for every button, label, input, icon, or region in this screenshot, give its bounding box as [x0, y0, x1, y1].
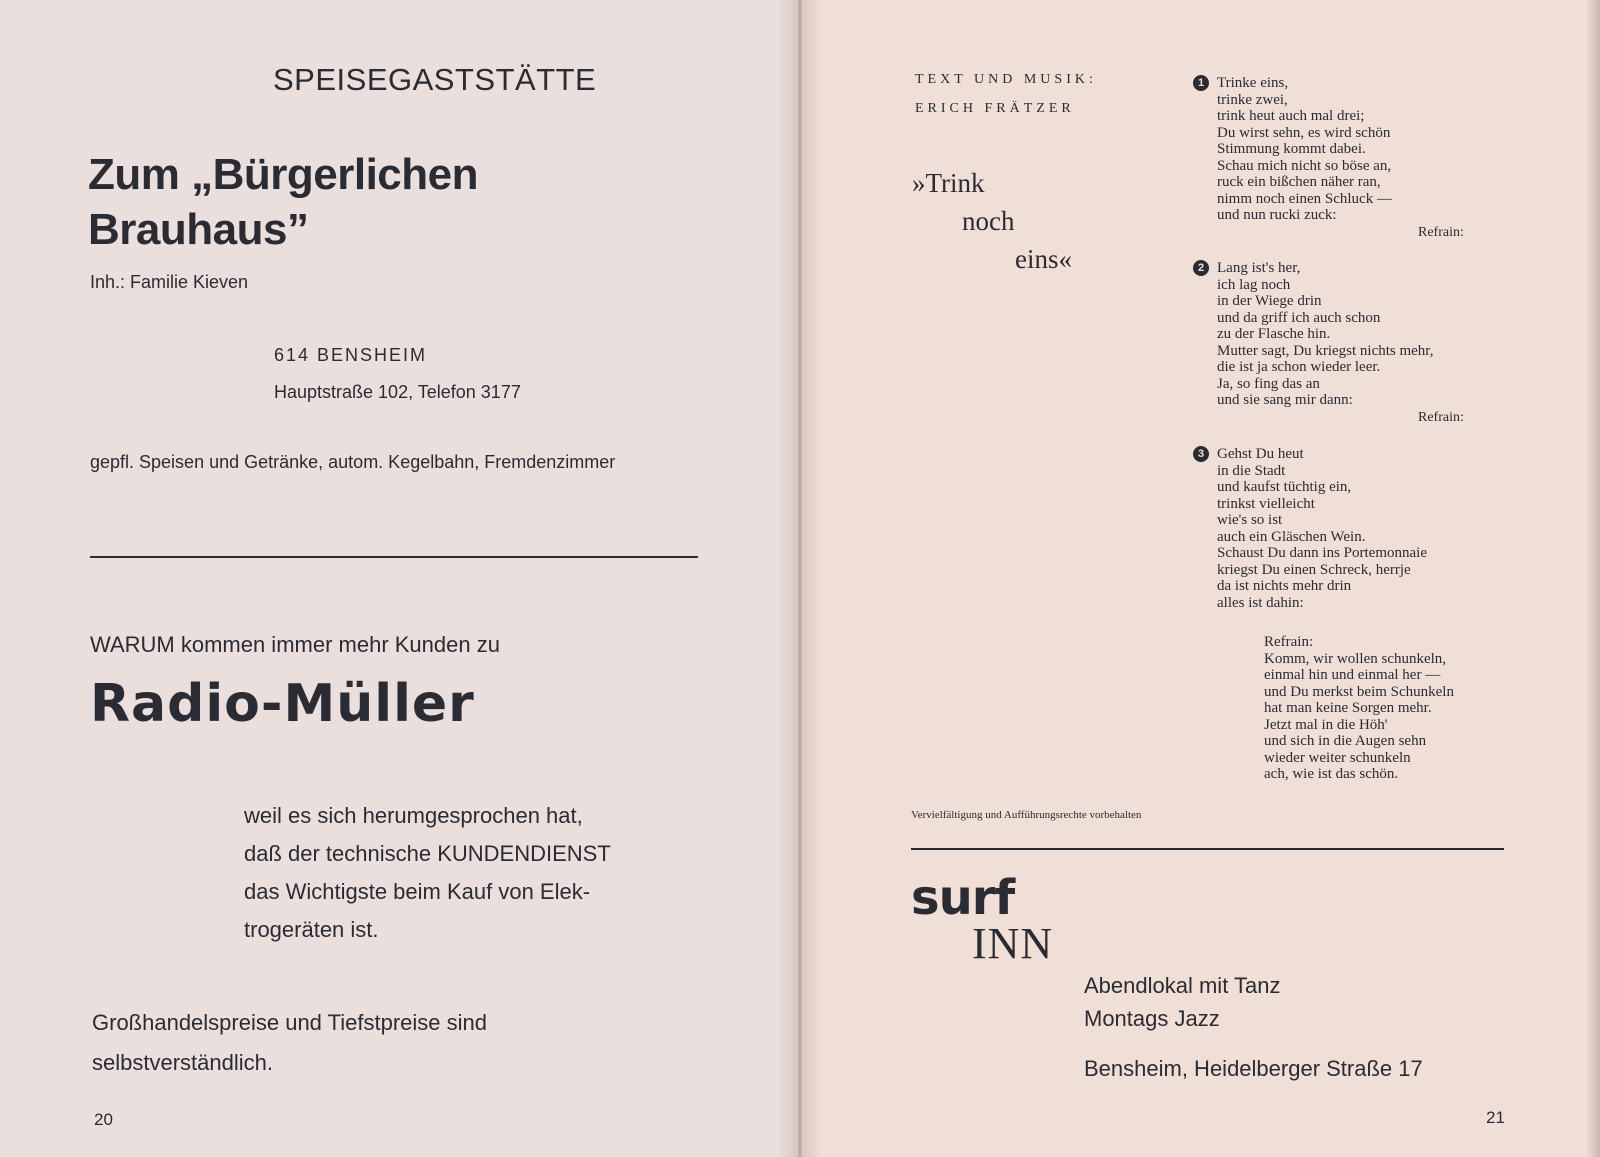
lyric-line: Gehst Du heut — [1217, 446, 1304, 462]
lyric-line: und nun rucki zuck: — [1217, 207, 1337, 223]
lyric-line: in die Stadt — [1217, 462, 1286, 479]
body-line: das Wichtigste beim Kauf von Elek- — [244, 879, 591, 904]
verse-number-badge: 2 — [1193, 260, 1209, 276]
restaurant-owner: Inh.: Familie Kieven — [90, 272, 249, 292]
surf-inn-logo-bottom: INN — [972, 919, 1054, 968]
lyric-line: Stimmung kommt dabei. — [1217, 141, 1366, 157]
surf-inn-logo-top: surf — [911, 870, 1015, 926]
verse-number-badge: 1 — [1193, 75, 1209, 91]
verse-number-badge: 3 — [1193, 446, 1209, 462]
song-credit-line1: TEXT UND MUSIK: — [915, 72, 1097, 87]
lyric-line: und sie sang mir dann: — [1217, 392, 1353, 408]
lyric-line: Komm, wir wollen schunkeln, — [1264, 650, 1447, 667]
verse-2 — [1217, 260, 1433, 409]
book-gutter — [778, 0, 822, 1157]
song-title-line2: noch — [962, 206, 1015, 236]
lyric-line: und da griff ich auch schon — [1217, 309, 1381, 326]
ad-line1: Abendlokal mit Tanz — [1084, 973, 1281, 998]
rights-notice: Vervielfältigung und Aufführungsrechte vorbehalten — [911, 809, 1142, 821]
lyric-line: ich lag noch — [1217, 276, 1291, 293]
prices-line1: Großhandelspreise und Tiefstpreise sind — [92, 1010, 487, 1035]
lyric-line: Mutter sagt, Du kriegst nichts mehr, — [1217, 342, 1434, 359]
lyric-line: nimm noch einen Schluck — — [1217, 190, 1392, 207]
refrain-marker: Refrain: — [1418, 410, 1464, 425]
lyric-line: zu der Flasche hin. — [1217, 326, 1331, 342]
song-credit-line2: ERICH FRÄTZER — [915, 101, 1075, 116]
restaurant-name-line1: Zum „Bürgerlichen — [88, 150, 478, 199]
lyric-line: und Du merkst beim Schunkeln — [1264, 683, 1454, 700]
body-line: trogeräten ist. — [244, 917, 379, 942]
lyric-line: wie's so ist — [1217, 512, 1283, 528]
lyric-line: Lang ist's her, — [1217, 260, 1301, 276]
lyric-line: wieder weiter schunkeln — [1264, 749, 1411, 766]
lyric-line: auch ein Gläschen Wein. — [1217, 528, 1366, 545]
divider — [90, 556, 698, 558]
lyric-line: einmal hin und einmal her — — [1264, 667, 1441, 683]
song-title-line1: »Trink — [912, 168, 985, 198]
lyric-line: und sich in die Augen sehn — [1264, 733, 1427, 749]
page-number-right: 21 — [1486, 1108, 1505, 1127]
refrain-block — [1264, 634, 1454, 783]
divider — [911, 848, 1504, 850]
lyric-line: da ist nichts mehr drin — [1217, 578, 1352, 594]
refrain-marker: Refrain: — [1418, 225, 1464, 240]
restaurant-address: Hauptstraße 102, Telefon 3177 — [274, 382, 521, 402]
lyric-line: Trinke eins, — [1217, 75, 1289, 91]
lyric-line: Du wirst sehn, es wird schön — [1217, 124, 1391, 141]
lyric-line: Schau mich nicht so böse an, — [1217, 157, 1392, 174]
page-edge — [1586, 0, 1600, 1157]
lyric-line: die ist ja schon wieder leer. — [1217, 359, 1381, 375]
shop-name: Radio-Müller — [90, 674, 475, 734]
lyric-line: trinkst vielleicht — [1217, 495, 1315, 512]
body-line: daß der technische KUNDENDIENST — [244, 841, 611, 866]
ad-question: WARUM kommen immer mehr Kunden zu — [90, 632, 500, 657]
restaurant-header: SPEISEGASTSTÄTTE — [273, 62, 597, 97]
lyric-line: alles ist dahin: — [1217, 594, 1304, 611]
prices-line2: selbstverständlich. — [92, 1050, 273, 1075]
verse-1 — [1217, 75, 1392, 224]
restaurant-city: 614 BENSHEIM — [274, 345, 428, 365]
lyric-line: in der Wiege drin — [1217, 293, 1322, 309]
body-line: weil es sich herumgesprochen hat, — [244, 803, 583, 828]
page-number-left: 20 — [94, 1110, 113, 1129]
restaurant-offer: gepfl. Speisen und Getränke, autom. Kegelbahn, Fremdenzimmer — [90, 452, 616, 472]
refrain-label: Refrain: — [1264, 634, 1314, 650]
lyric-line: ach, wie ist das schön. — [1264, 766, 1399, 782]
restaurant-name-line2: Brauhaus” — [88, 205, 309, 254]
lyric-line: Ja, so fing das an — [1217, 375, 1320, 392]
lyric-line: und kaufst tüchtig ein, — [1217, 479, 1352, 495]
lyric-line: hat man keine Sorgen mehr. — [1264, 700, 1432, 716]
lyric-line: Jetzt mal in die Höh' — [1264, 716, 1388, 733]
verse-3 — [1217, 446, 1427, 611]
lyric-line: kriegst Du einen Schreck, herrje — [1217, 561, 1411, 578]
ad-address: Bensheim, Heidelberger Straße 17 — [1084, 1056, 1423, 1081]
song-title-line3: eins« — [1015, 244, 1072, 274]
lyric-line: trink heut auch mal drei; — [1217, 108, 1365, 124]
lyric-line: trinke zwei, — [1217, 91, 1288, 108]
lyric-line: Schaust Du dann ins Portemonnaie — [1217, 545, 1427, 561]
ad-line2: Montags Jazz — [1084, 1006, 1220, 1031]
lyric-line: ruck ein bißchen näher ran, — [1217, 174, 1381, 190]
